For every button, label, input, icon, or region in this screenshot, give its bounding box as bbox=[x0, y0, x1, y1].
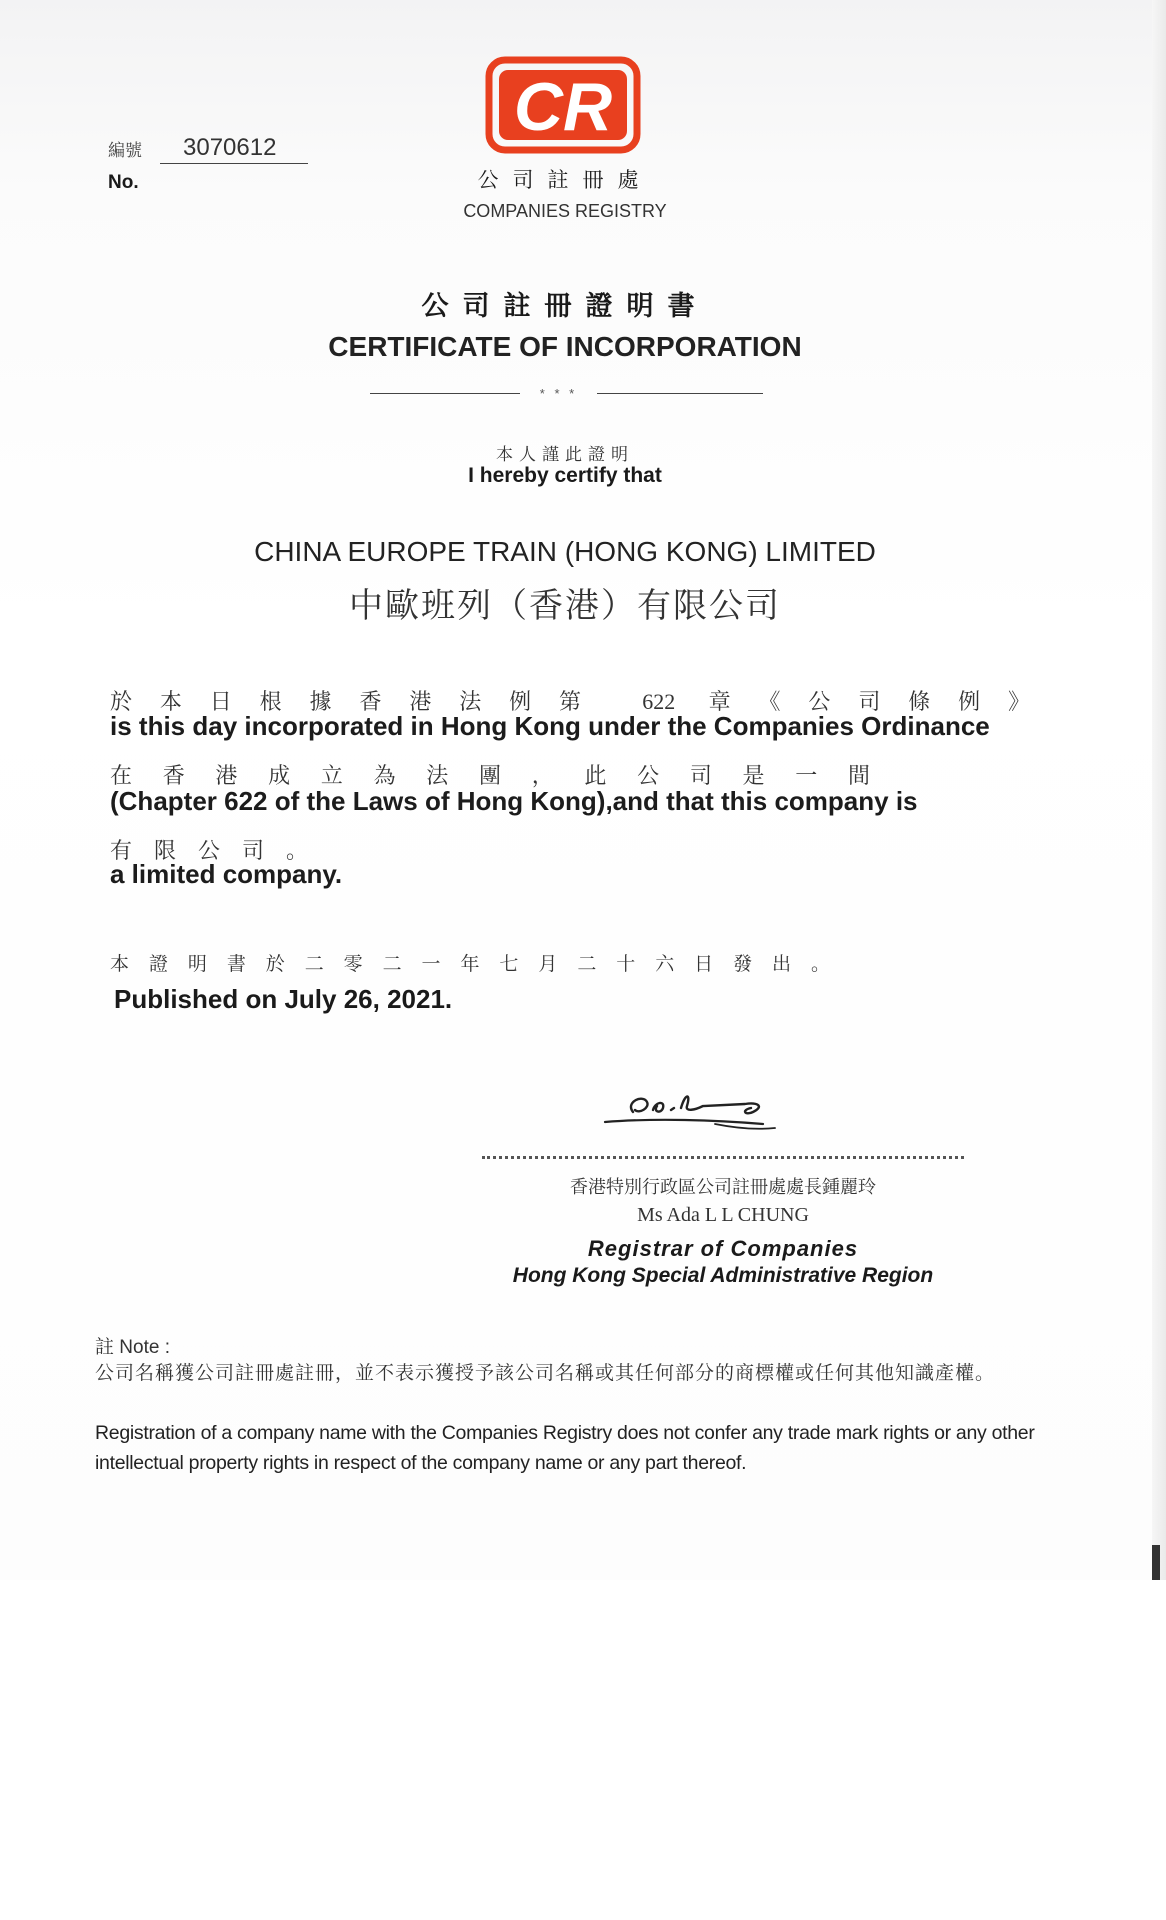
issue-date-en: Published on July 26, 2021. bbox=[114, 984, 453, 1014]
body-line2-en: (Chapter 622 of the Laws of Hong Kong),and that this company is bbox=[110, 786, 918, 816]
title-ornament: * * * bbox=[539, 386, 578, 401]
body-line1-zh: 於本日根據香港法例第 622 章《公司條例》 bbox=[110, 689, 1030, 714]
certify-text-zh: 本人謹此證明 bbox=[496, 445, 634, 465]
page-edge bbox=[1152, 0, 1166, 1580]
certify-text-en: I hereby certify that bbox=[468, 464, 662, 487]
signature-line bbox=[482, 1156, 964, 1159]
note-text-en: Registration of a company name with the Companies Registry does not confer any trade mark rights or any other intellectual property rights in respect of the company name or any part thereof. bbox=[95, 1422, 1035, 1474]
company-name-zh: 中歐班列（香港）有限公司 bbox=[349, 588, 781, 625]
registrar-region: Hong Kong Special Administrative Region bbox=[512, 1264, 934, 1287]
body-line2-zh: 在香港成立為法團，此公司是一間 bbox=[110, 763, 870, 788]
number-underline bbox=[160, 163, 308, 164]
body-line3-en: a limited company. bbox=[110, 859, 343, 889]
title-rule-right bbox=[597, 393, 763, 394]
registrar-signature bbox=[595, 1080, 795, 1140]
number-label-zh: 編號 bbox=[108, 141, 142, 161]
registrar-name-en: Ms Ada L L CHUNG bbox=[637, 1204, 809, 1226]
scan-mark bbox=[1152, 1545, 1160, 1580]
body-line1-en: is this day incorporated in Hong Kong under the Companies Ordinance bbox=[110, 711, 990, 741]
note-text-zh: 公司名稱獲公司註冊處註冊，並不表示獲授予該公司名稱或其任何部分的商標權或任何其他知識產權。 bbox=[95, 1363, 996, 1384]
note-heading: 註 Note : bbox=[95, 1337, 170, 1358]
registrar-title: Registrar of Companies bbox=[587, 1236, 859, 1261]
number-label-en: No. bbox=[108, 172, 139, 193]
certificate-number: 3070612 bbox=[183, 134, 277, 161]
certificate-title-zh: 公司註冊證明書 bbox=[421, 291, 709, 322]
company-name-en: CHINA EUROPE TRAIN (HONG KONG) LIMITED bbox=[254, 536, 876, 567]
registrar-name-zh: 香港特別行政區公司註冊處處長鍾麗玲 bbox=[570, 1177, 876, 1197]
certificate-title-en: CERTIFICATE OF INCORPORATION bbox=[328, 331, 802, 362]
title-rule-left bbox=[370, 393, 520, 394]
issue-date-zh: 本證明書於二零二一年七月二十六日發出。 bbox=[110, 954, 830, 975]
registry-name-zh: 公司註冊處 bbox=[477, 168, 653, 192]
registry-name-en: COMPANIES REGISTRY bbox=[463, 201, 667, 221]
logo-text: CR bbox=[513, 69, 613, 145]
body-line3-zh: 有限公司。 bbox=[110, 838, 331, 863]
cr-logo bbox=[485, 56, 641, 154]
